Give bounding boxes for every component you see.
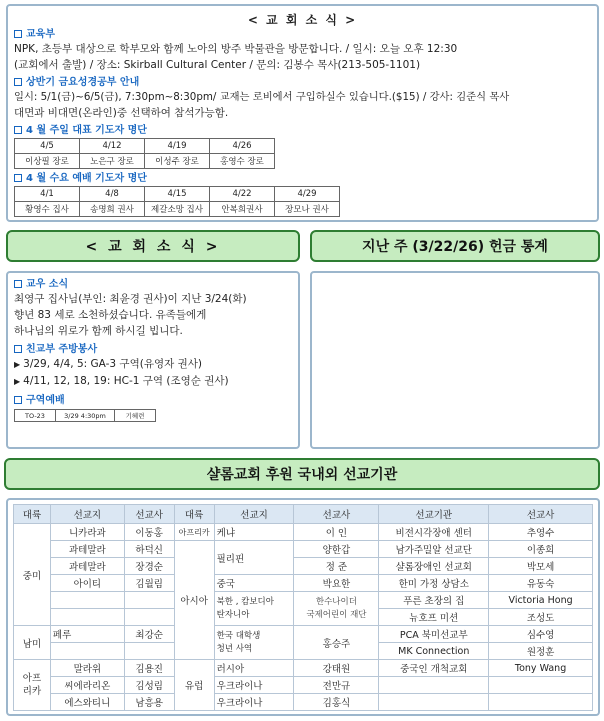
mission-country	[214, 626, 294, 660]
missionary-name: 최강순	[124, 626, 174, 643]
mission-country: 에스와티니	[50, 694, 124, 711]
offering-header: 지난 주 (3/22/26) 헌금 통계	[310, 230, 600, 262]
missionary-name: 이 인	[294, 524, 379, 541]
sunday-date: 4/5	[15, 139, 80, 154]
mission-country: 과테말라	[50, 558, 124, 575]
offering-box	[310, 271, 600, 449]
mission-country: 우크라이나	[214, 694, 294, 711]
mission-country: 케냐	[214, 524, 294, 541]
missionary-name: 원정훈	[489, 643, 593, 660]
mission-country	[50, 592, 124, 609]
arrow-right-icon: ▶	[14, 377, 21, 386]
wednesday-prayer-heading: 4 월 수요 예배 기도자 명단	[14, 172, 509, 185]
checkbox-icon	[14, 30, 22, 38]
wednesday-name: 안복희권사	[210, 202, 275, 217]
checkbox-icon	[14, 78, 22, 86]
missionary-name: Victoria Hong	[489, 592, 593, 609]
members-line: 향년 83 세로 소천하셨습니다. 유족들에게	[14, 309, 207, 321]
wednesday-date: 4/29	[275, 187, 340, 202]
mission-country: 니카라과	[50, 524, 124, 541]
mission-country	[50, 643, 124, 660]
wednesday-name: 장모나 권사	[275, 202, 340, 217]
mission-country: 필리핀	[214, 541, 294, 575]
sunday-name: 노은구 장로	[80, 154, 145, 169]
table-row	[14, 524, 593, 541]
missionary-name	[124, 592, 174, 609]
mission-header: 샬롬교회 후원 국내외 선교기관	[4, 458, 600, 490]
continent-africa-left: 아프 리카	[14, 660, 51, 711]
korea-label-2: 청년 사역	[216, 643, 253, 654]
missionary-han-snyder: 한수나이더	[315, 596, 357, 607]
column-header: 대륙	[14, 505, 51, 524]
missionary-name: 박모세	[489, 558, 593, 575]
sunday-date: 4/26	[210, 139, 275, 154]
missionary-name: 이동홍	[124, 524, 174, 541]
members-heading: 교우 소식	[14, 278, 247, 291]
sunday-name: 홍영수 장로	[210, 154, 275, 169]
district-table	[14, 409, 156, 422]
missionary-name: 전만규	[294, 677, 379, 694]
checkbox-icon	[14, 345, 22, 353]
mission-org: 남가주밀알 선교단	[379, 541, 489, 558]
missionary-name: 남흥용	[124, 694, 174, 711]
mission-country	[214, 592, 294, 626]
mission-country: 아이티	[50, 575, 124, 592]
missionary-name: 양한갑	[294, 541, 379, 558]
continent-europe: 유럽	[174, 660, 214, 711]
bible-line-2: 대면과 비대면(온라인)중 선택하여 참석가능함.	[14, 107, 229, 119]
table-row	[14, 558, 593, 575]
wednesday-name: 송명희 권사	[80, 202, 145, 217]
checkbox-icon	[14, 174, 22, 182]
wednesday-date: 4/1	[15, 187, 80, 202]
mission-box	[6, 498, 600, 716]
column-header: 선교지	[50, 505, 124, 524]
missionary-name: 강태원	[294, 660, 379, 677]
continent-central-america: 중미	[14, 524, 51, 626]
district-code: TO-23	[15, 410, 56, 422]
wednesday-date: 4/15	[145, 187, 210, 202]
column-header: 선교사	[489, 505, 593, 524]
mission-org: 중국인 개척교회	[379, 660, 489, 677]
table-row	[14, 541, 593, 558]
table-row	[14, 677, 593, 694]
mission-country: 말라위	[50, 660, 124, 677]
mission-country	[50, 609, 124, 626]
missionary-name: 장경순	[124, 558, 174, 575]
education-heading: 교육부	[14, 28, 509, 41]
bible-heading: 상반기 금요성경공부 안내	[14, 76, 509, 89]
mission-org: 샬롬장애인 선교회	[379, 558, 489, 575]
missionary-name: 하덕신	[124, 541, 174, 558]
table-row	[14, 626, 593, 643]
mission-country: 씨에라리온	[50, 677, 124, 694]
church-news-top-box	[6, 4, 599, 222]
missionary-name	[124, 643, 174, 660]
column-header: 대륙	[174, 505, 214, 524]
table-header-row	[14, 505, 593, 524]
mission-org: PCA 북미선교부	[379, 626, 489, 643]
missionary-children-fund: 국제어린이 재단	[306, 609, 367, 620]
mission-table	[13, 504, 593, 711]
members-line: 최영구 집사님(부인: 최윤경 권사)이 지난 3/24(화)	[14, 293, 247, 305]
missionary-name: Tony Wang	[489, 660, 593, 677]
continent-south-america: 남미	[14, 626, 51, 660]
korea-label-1: 한국 대학생	[216, 630, 261, 641]
checkbox-icon	[14, 126, 22, 134]
column-header: 선교기관	[379, 505, 489, 524]
sunday-date: 4/12	[80, 139, 145, 154]
table-row	[14, 660, 593, 677]
wednesday-name: 황영수 집사	[15, 202, 80, 217]
missionary-name	[294, 592, 379, 626]
table-row	[14, 592, 593, 609]
news-box	[6, 271, 300, 449]
wednesday-prayer-table	[14, 186, 340, 217]
missionary-name: 김성림	[124, 677, 174, 694]
arrow-right-icon: ▶	[14, 360, 21, 369]
column-header: 선교지	[214, 505, 294, 524]
wednesday-name: 제갈소망 집사	[145, 202, 210, 217]
sunday-date: 4/19	[145, 139, 210, 154]
missionary-name: 김홍식	[294, 694, 379, 711]
fellowship-heading: 친교부 주방봉사	[14, 343, 247, 356]
district-time: 3/29 4:30pm	[56, 410, 115, 422]
missionary-name: 조성도	[489, 609, 593, 626]
news-header: < 교 회 소 식 >	[6, 230, 300, 262]
missionary-name: 홍승주	[294, 626, 379, 660]
country-tanzania: 탄자니아	[216, 609, 250, 620]
mission-country: 과테말라	[50, 541, 124, 558]
mission-org	[379, 694, 489, 711]
mission-org: 비전시각장애 센터	[379, 524, 489, 541]
mission-country: 중국	[214, 575, 294, 592]
top-title: < 교 회 소 식 >	[247, 13, 358, 27]
members-line: 하나님의 위로가 함께 하시길 빕니다.	[14, 325, 183, 337]
district-host: 기혜련	[115, 410, 156, 422]
missionary-name: 박요한	[294, 575, 379, 592]
mission-country: 우크라이나	[214, 677, 294, 694]
missionary-name	[124, 609, 174, 626]
mission-org: MK Connection	[379, 643, 489, 660]
sunday-prayer-heading: 4 월 주일 대표 기도자 명단	[14, 124, 509, 137]
missionary-name: 추영수	[489, 524, 593, 541]
mission-org: 한미 가정 상담소	[379, 575, 489, 592]
missionary-name	[489, 694, 593, 711]
column-header: 선교사	[294, 505, 379, 524]
missionary-name: 심수영	[489, 626, 593, 643]
checkbox-icon	[14, 396, 22, 404]
table-row	[14, 694, 593, 711]
missionary-name: 김용진	[124, 660, 174, 677]
fellowship-item: ▶ 3/29, 4/4, 5: GA-3 구역(유영자 권사)	[14, 358, 202, 370]
missionary-name: 이종희	[489, 541, 593, 558]
sunday-name: 이성주 장로	[145, 154, 210, 169]
sunday-name: 이상필 장로	[15, 154, 80, 169]
mission-org: 뉴호프 미션	[379, 609, 489, 626]
mission-org: 푸른 초장의 집	[379, 592, 489, 609]
country-north-korea-cambodia: 북한 , 캄보디아	[216, 596, 274, 607]
continent-africa: 아프리카	[174, 524, 214, 541]
district-heading: 구역예배	[14, 394, 247, 407]
wednesday-date: 4/8	[80, 187, 145, 202]
missionary-name: 유동숙	[489, 575, 593, 592]
checkbox-icon	[14, 280, 22, 288]
sunday-prayer-table	[14, 138, 275, 169]
mission-country: 페루	[50, 626, 124, 643]
missionary-name: 정 준	[294, 558, 379, 575]
fellowship-item: ▶ 4/11, 12, 18, 19: HC-1 구역 (조영순 권사)	[14, 375, 229, 387]
bible-line-1: 일시: 5/1(금)~6/5(금), 7:30pm~8:30pm/ 교재는 로비에서 구입하실수 있습니다.($15) / 강사: 김준식 목사	[14, 91, 510, 103]
wednesday-date: 4/22	[210, 187, 275, 202]
education-line-1: NPK, 초등부 대상으로 학부모와 함께 노아의 방주 박물관을 방문합니다. / 일시: 오늘 오후 12:30	[14, 43, 458, 55]
education-line-2: (교회에서 출발) / 장소: Skirball Cultural Center / 문의: 김봉수 목사(213-505-1101)	[14, 59, 421, 71]
column-header: 선교사	[124, 505, 174, 524]
missionary-name: 김월림	[124, 575, 174, 592]
continent-asia: 아시아	[174, 541, 214, 660]
table-row	[14, 575, 593, 592]
mission-country: 러시아	[214, 660, 294, 677]
mission-org	[379, 677, 489, 694]
missionary-name	[489, 677, 593, 694]
